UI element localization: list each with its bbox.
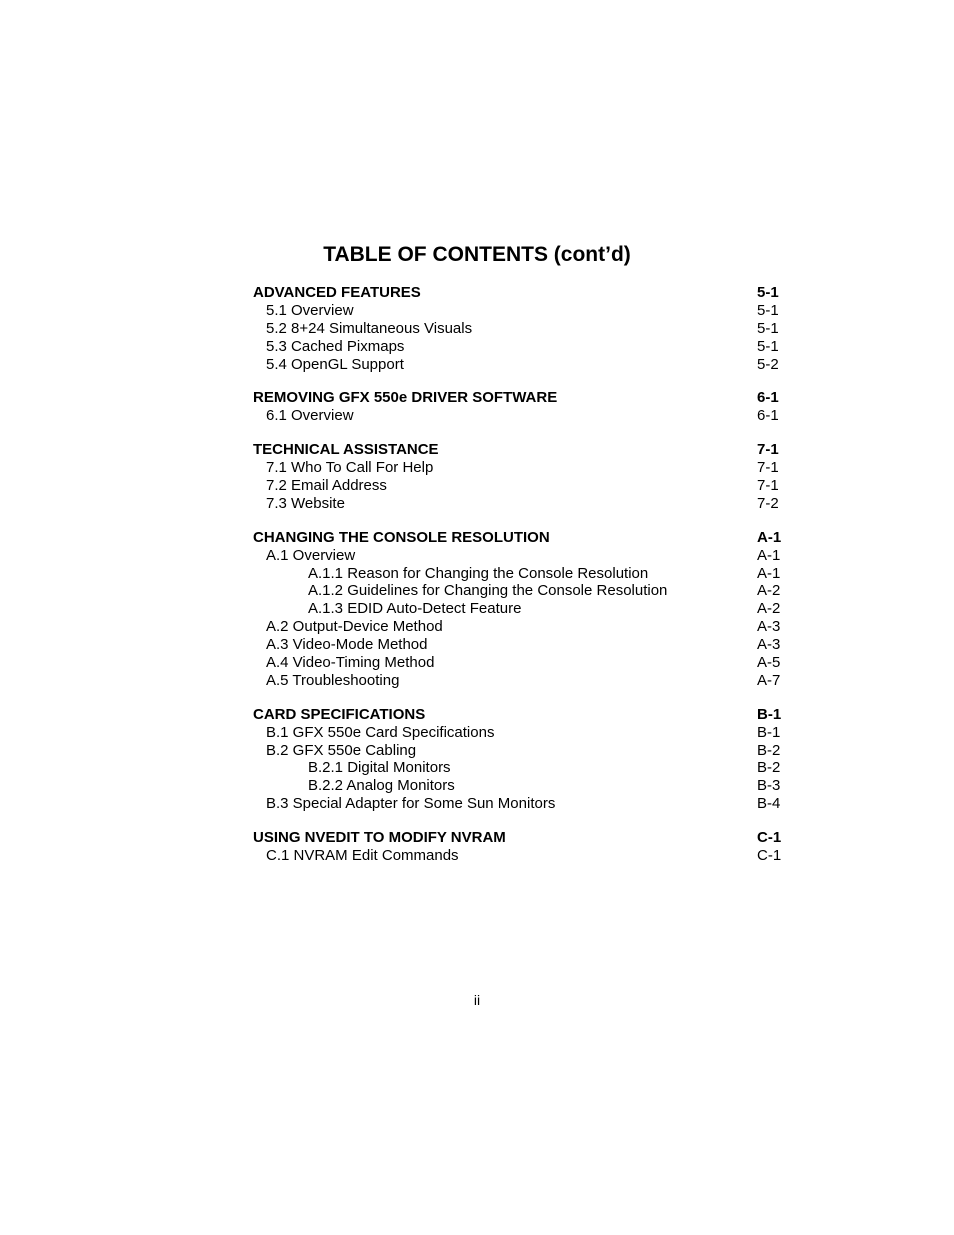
toc-entry-label: TECHNICAL ASSISTANCE: [253, 441, 439, 459]
toc-entry-page: C-1: [757, 847, 782, 865]
toc-entry: [253, 742, 783, 760]
toc-entry: [253, 477, 783, 495]
toc-section: [253, 284, 783, 373]
toc-entry-label: B.3 Special Adapter for Some Sun Monitors: [266, 795, 556, 813]
toc-entry-label: ADVANCED FEATURES: [253, 284, 421, 301]
toc-entry-label: 7.3 Website: [266, 494, 345, 512]
toc-entry-label: 6.1 Overview: [266, 407, 354, 425]
toc-entry: [253, 777, 783, 795]
toc-entry-page: A-3: [757, 618, 781, 636]
toc-entry-page: 7-2: [757, 494, 779, 512]
toc-entry-label: B.2.1 Digital Monitors: [308, 759, 451, 777]
toc-entry-page: 6-1: [757, 407, 779, 425]
toc-entry-label: 7.2 Email Address: [266, 477, 387, 495]
toc-entry-label: 5.2 8+24 Simultaneous Visuals: [266, 319, 473, 337]
toc-entry-page: 7-1: [757, 477, 779, 495]
toc-entry: [253, 618, 783, 636]
toc-entry-page: B-2: [757, 741, 781, 759]
toc-heading: [253, 441, 783, 459]
toc-entry: [253, 302, 783, 320]
toc-entry-page: A-3: [757, 636, 781, 654]
toc-entry-page: A-5: [757, 654, 781, 672]
toc-entry: [253, 847, 783, 865]
toc-heading: [253, 529, 783, 547]
toc-entry-label: A.1.2 Guidelines for Changing the Console Resolution: [308, 582, 668, 600]
toc-entry-label: CARD SPECIFICATIONS: [253, 705, 426, 723]
toc-entry-page: B-4: [757, 795, 781, 813]
toc-entry-page: A-1: [757, 528, 782, 546]
toc-entry-page: B-3: [757, 777, 781, 795]
toc-entry: [253, 724, 783, 742]
toc-section: [253, 441, 783, 513]
toc-section: [253, 706, 783, 813]
toc-entry-label: A.1 Overview: [266, 546, 356, 564]
toc-entry-label: A.5 Troubleshooting: [266, 671, 400, 689]
toc-section: [253, 529, 783, 690]
toc-entry-page: A-1: [757, 564, 781, 582]
toc-entry-label: USING NVEDIT TO MODIFY NVRAM: [253, 829, 506, 847]
toc-entry: [253, 795, 783, 813]
toc-entry: [253, 495, 783, 513]
toc-entry-label: 5.4 OpenGL Support: [266, 355, 404, 373]
toc-entry: [253, 407, 783, 425]
toc-entry-page: 5-1: [757, 337, 779, 355]
toc-entry-label: A.1.3 EDID Auto-Detect Feature: [308, 600, 522, 618]
toc-entry: [253, 582, 783, 600]
toc-entry: [253, 547, 783, 565]
toc-entry-page: 5-1: [757, 284, 779, 301]
toc-heading: [253, 829, 783, 847]
toc-entry-page: A-7: [757, 671, 781, 689]
toc-entry-label: CHANGING THE CONSOLE RESOLUTION: [253, 528, 550, 546]
toc-entry-page: 7-1: [757, 441, 779, 459]
toc-entry-page: C-1: [757, 829, 782, 847]
toc-entry-page: 7-1: [757, 459, 779, 477]
toc-section: [253, 389, 783, 425]
page-number: ii: [473, 992, 481, 1008]
toc-entry-label: A.1.1 Reason for Changing the Console Resolution: [308, 564, 649, 582]
toc-section: [253, 829, 783, 865]
toc-entry-label: C.1 NVRAM Edit Commands: [266, 847, 459, 865]
toc-entry: [253, 356, 783, 374]
toc-entry-page: 5-2: [757, 355, 779, 373]
toc-heading: [253, 389, 783, 407]
toc-entry-label: REMOVING GFX 550e DRIVER SOFTWARE: [253, 389, 558, 407]
toc-entry-label: 5.1 Overview: [266, 301, 354, 319]
toc-entry-page: B-2: [757, 759, 781, 777]
toc-entry-page: A-2: [757, 582, 781, 600]
toc-entry: [253, 654, 783, 672]
toc-entry-label: B.1 GFX 550e Card Specifications: [266, 723, 495, 741]
toc-entry-page: 6-1: [757, 389, 779, 407]
toc-entry-label: A.2 Output-Device Method: [266, 618, 443, 636]
toc-entry-label: A.3 Video-Mode Method: [266, 636, 428, 654]
toc-entry: [253, 565, 783, 583]
toc-entry-page: 5-1: [757, 319, 779, 337]
toc-entry-page: A-2: [757, 600, 781, 618]
toc-entry-label: A.4 Video-Timing Method: [266, 654, 435, 672]
toc-entry-page: 5-1: [757, 301, 779, 319]
toc-entry-label: B.2.2 Analog Monitors: [308, 777, 455, 795]
toc-entry-page: A-1: [757, 546, 781, 564]
toc-entry: [253, 600, 783, 618]
toc-entry: [253, 459, 783, 477]
toc-heading: [253, 284, 783, 302]
toc-entry: [253, 338, 783, 356]
toc-entry-page: B-1: [757, 723, 781, 741]
toc-entry-label: B.2 GFX 550e Cabling: [266, 741, 417, 759]
toc-entry: [253, 759, 783, 777]
table-of-contents: [253, 284, 783, 881]
toc-heading: [253, 706, 783, 724]
toc-entry-page: B-1: [757, 705, 782, 723]
toc-entry: [253, 320, 783, 338]
toc-entry-label: 5.3 Cached Pixmaps: [266, 337, 405, 355]
toc-entry: [253, 636, 783, 654]
page-title: TABLE OF CONTENTS (cont’d): [323, 243, 631, 266]
toc-entry: [253, 672, 783, 690]
toc-entry-label: 7.1 Who To Call For Help: [266, 459, 434, 477]
